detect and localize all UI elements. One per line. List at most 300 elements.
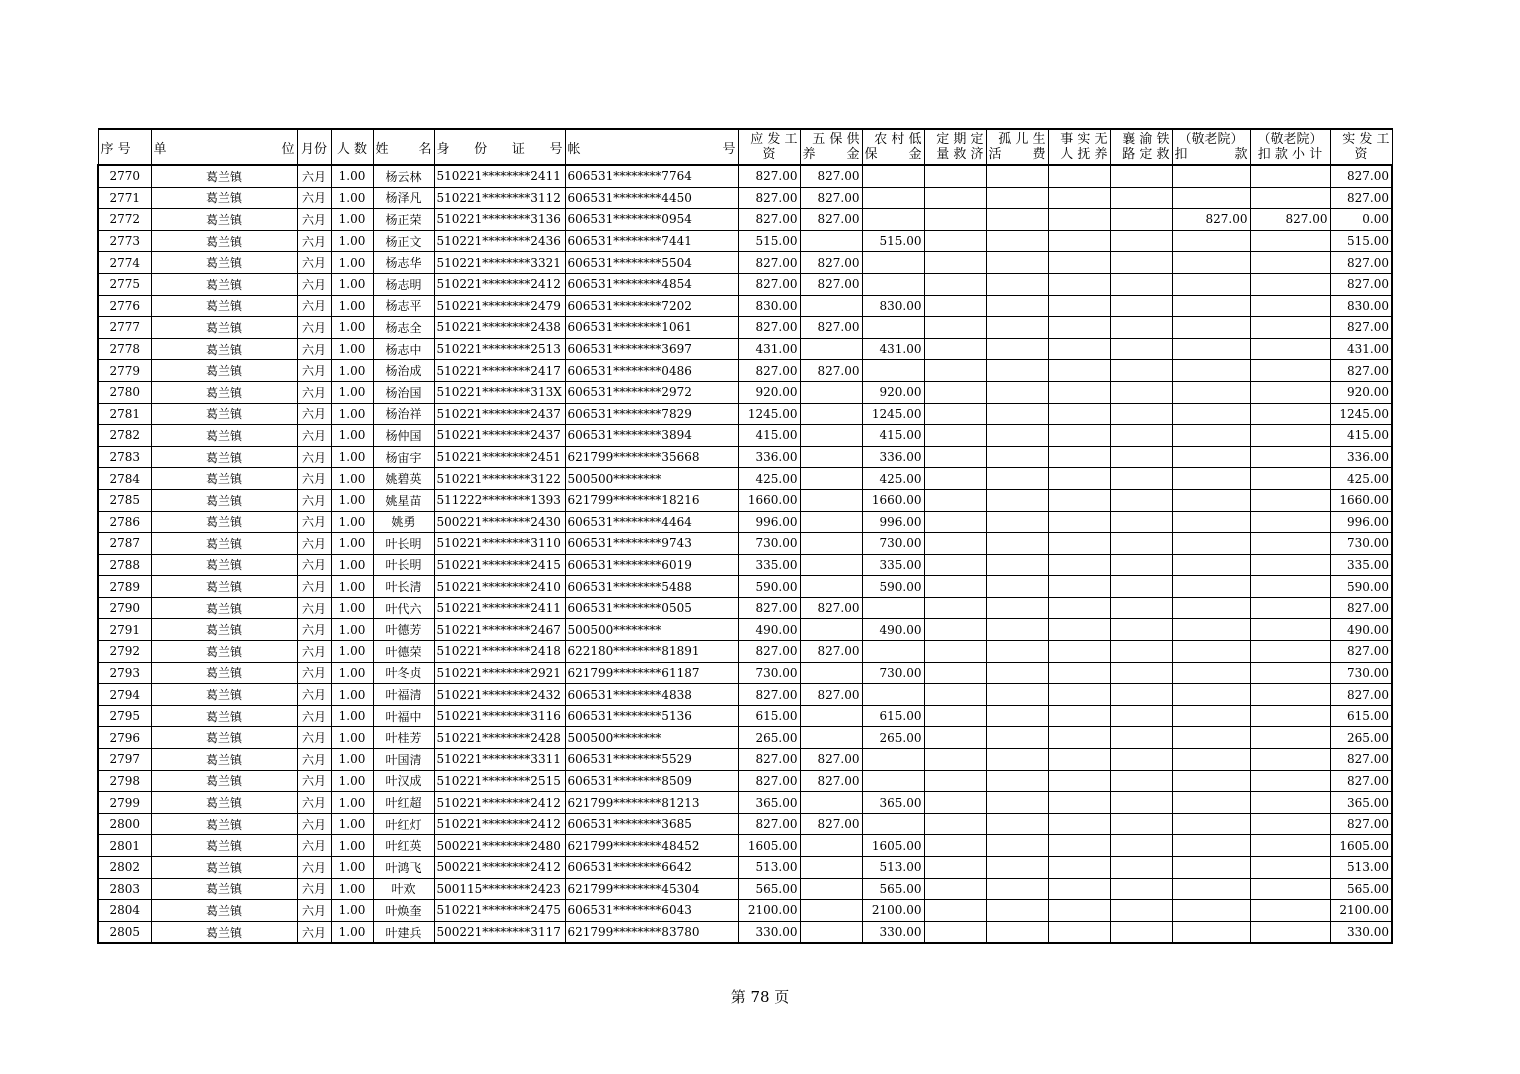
cell-xiangyu: [1110, 813, 1172, 835]
cell-xiangyu: [1110, 338, 1172, 360]
table-row: [98, 705, 1392, 727]
cell-dingqi: [924, 187, 986, 209]
cell-guer: [986, 360, 1048, 382]
cell-account: 500500********: [565, 619, 738, 641]
cell-count: 1.00: [331, 619, 373, 641]
cell-wubao: 827.00: [800, 165, 862, 187]
cell-net-pay: 827.00: [1330, 317, 1392, 339]
cell-wubao: [800, 295, 862, 317]
cell-wubao: [800, 381, 862, 403]
cell-seq: 2782: [98, 425, 151, 447]
cell-wubao: [800, 230, 862, 252]
cell-month: 六月: [297, 468, 331, 490]
cell-dingqi: [924, 360, 986, 382]
cell-wubao: [800, 857, 862, 879]
cell-dingqi: [924, 511, 986, 533]
cell-shishi: [1048, 338, 1110, 360]
cell-jly-deduct: [1172, 511, 1250, 533]
cell-guer: [986, 403, 1048, 425]
cell-shishi: [1048, 597, 1110, 619]
cell-count: 1.00: [331, 360, 373, 382]
cell-dingqi: [924, 835, 986, 857]
cell-guer: [986, 511, 1048, 533]
cell-seq: 2788: [98, 554, 151, 576]
cell-guer: [986, 165, 1048, 187]
cell-account: 622180********81891: [565, 641, 738, 663]
cell-seq: 2779: [98, 360, 151, 382]
cell-unit: 葛兰镇: [151, 381, 297, 403]
cell-count: 1.00: [331, 878, 373, 900]
cell-gross-pay: 827.00: [738, 273, 800, 295]
cell-guer: [986, 576, 1048, 598]
table-row: [98, 597, 1392, 619]
cell-month: 六月: [297, 295, 331, 317]
cell-net-pay: 827.00: [1330, 273, 1392, 295]
cell-shishi: [1048, 489, 1110, 511]
cell-guer: [986, 641, 1048, 663]
cell-jly-deduct: [1172, 727, 1250, 749]
cell-month: 六月: [297, 381, 331, 403]
cell-gross-pay: 827.00: [738, 360, 800, 382]
cell-xiangyu: [1110, 381, 1172, 403]
cell-net-pay: 265.00: [1330, 727, 1392, 749]
cell-month: 六月: [297, 165, 331, 187]
cell-dibao: 265.00: [862, 727, 924, 749]
cell-wubao: 827.00: [800, 317, 862, 339]
cell-dibao: 336.00: [862, 446, 924, 468]
cell-id-number: 510221********3116: [434, 705, 565, 727]
cell-guer: [986, 770, 1048, 792]
cell-wubao: [800, 921, 862, 943]
cell-id-number: 510221********2412: [434, 273, 565, 295]
cell-gross-pay: 513.00: [738, 857, 800, 879]
cell-guer: [986, 705, 1048, 727]
cell-net-pay: 830.00: [1330, 295, 1392, 317]
cell-unit: 葛兰镇: [151, 684, 297, 706]
cell-guer: [986, 230, 1048, 252]
cell-month: 六月: [297, 230, 331, 252]
cell-shishi: [1048, 403, 1110, 425]
cell-wubao: 827.00: [800, 209, 862, 231]
cell-id-number: 510221********2428: [434, 727, 565, 749]
cell-gross-pay: 615.00: [738, 705, 800, 727]
cell-jly-deduct: [1172, 381, 1250, 403]
header-dingqi: 定 期 定 量 救 济: [924, 129, 986, 165]
cell-account: 606531********7829: [565, 403, 738, 425]
cell-dingqi: [924, 554, 986, 576]
cell-dibao: 1660.00: [862, 489, 924, 511]
cell-unit: 葛兰镇: [151, 295, 297, 317]
cell-account: 621799********18216: [565, 489, 738, 511]
cell-net-pay: 415.00: [1330, 425, 1392, 447]
cell-count: 1.00: [331, 489, 373, 511]
cell-id-number: 510221********2438: [434, 317, 565, 339]
cell-shishi: [1048, 317, 1110, 339]
cell-shishi: [1048, 813, 1110, 835]
cell-seq: 2794: [98, 684, 151, 706]
cell-count: 1.00: [331, 230, 373, 252]
cell-id-number: 510221********2436: [434, 230, 565, 252]
cell-shishi: [1048, 295, 1110, 317]
cell-shishi: [1048, 641, 1110, 663]
cell-dibao: 335.00: [862, 554, 924, 576]
cell-id-number: 510221********2412: [434, 813, 565, 835]
table-row: [98, 835, 1392, 857]
cell-net-pay: 730.00: [1330, 533, 1392, 555]
cell-seq: 2784: [98, 468, 151, 490]
cell-shishi: [1048, 187, 1110, 209]
table-row: [98, 252, 1392, 274]
cell-jly-deduct: [1172, 338, 1250, 360]
cell-jly-deduct: [1172, 187, 1250, 209]
cell-guer: [986, 533, 1048, 555]
cell-dibao: [862, 597, 924, 619]
table-row: [98, 381, 1392, 403]
cell-seq: 2800: [98, 813, 151, 835]
cell-shishi: [1048, 360, 1110, 382]
table-row: [98, 209, 1392, 231]
cell-count: 1.00: [331, 273, 373, 295]
cell-wubao: 827.00: [800, 252, 862, 274]
cell-name: 杨志平: [373, 295, 434, 317]
cell-unit: 葛兰镇: [151, 662, 297, 684]
cell-net-pay: 490.00: [1330, 619, 1392, 641]
cell-jly-deduct: [1172, 489, 1250, 511]
cell-seq: 2799: [98, 792, 151, 814]
cell-jly-deduct-subtotal: [1250, 835, 1330, 857]
cell-account: 606531********5136: [565, 705, 738, 727]
cell-jly-deduct-subtotal: [1250, 533, 1330, 555]
cell-count: 1.00: [331, 857, 373, 879]
table-row: [98, 792, 1392, 814]
cell-shishi: [1048, 446, 1110, 468]
cell-jly-deduct-subtotal: [1250, 230, 1330, 252]
cell-gross-pay: 730.00: [738, 533, 800, 555]
cell-wubao: 827.00: [800, 813, 862, 835]
cell-name: 叶鸿飞: [373, 857, 434, 879]
cell-count: 1.00: [331, 813, 373, 835]
cell-guer: [986, 317, 1048, 339]
cell-net-pay: 827.00: [1330, 165, 1392, 187]
cell-dingqi: [924, 684, 986, 706]
cell-seq: 2801: [98, 835, 151, 857]
cell-month: 六月: [297, 662, 331, 684]
cell-unit: 葛兰镇: [151, 317, 297, 339]
cell-xiangyu: [1110, 770, 1172, 792]
cell-jly-deduct-subtotal: [1250, 705, 1330, 727]
cell-net-pay: 2100.00: [1330, 900, 1392, 922]
cell-guer: [986, 619, 1048, 641]
cell-gross-pay: 415.00: [738, 425, 800, 447]
cell-name: 杨志明: [373, 273, 434, 295]
cell-dibao: [862, 187, 924, 209]
table-row: [98, 921, 1392, 943]
cell-shishi: [1048, 165, 1110, 187]
header-jly-deduct-subtotal: （敬老院） 扣 款 小 计: [1250, 129, 1330, 165]
cell-count: 1.00: [331, 921, 373, 943]
cell-xiangyu: [1110, 554, 1172, 576]
cell-name: 杨仲国: [373, 425, 434, 447]
cell-id-number: 510221********2411: [434, 597, 565, 619]
cell-jly-deduct: [1172, 165, 1250, 187]
cell-name: 叶国清: [373, 749, 434, 771]
cell-dibao: 730.00: [862, 533, 924, 555]
cell-jly-deduct: [1172, 619, 1250, 641]
cell-shishi: [1048, 835, 1110, 857]
cell-account: 621799********48452: [565, 835, 738, 857]
cell-jly-deduct-subtotal: [1250, 792, 1330, 814]
cell-xiangyu: [1110, 252, 1172, 274]
cell-month: 六月: [297, 705, 331, 727]
cell-jly-deduct: [1172, 792, 1250, 814]
cell-count: 1.00: [331, 900, 373, 922]
cell-jly-deduct-subtotal: [1250, 770, 1330, 792]
cell-id-number: 510221********2417: [434, 360, 565, 382]
cell-xiangyu: [1110, 857, 1172, 879]
cell-gross-pay: 827.00: [738, 597, 800, 619]
cell-net-pay: 431.00: [1330, 338, 1392, 360]
cell-unit: 葛兰镇: [151, 597, 297, 619]
cell-name: 叶德荣: [373, 641, 434, 663]
cell-jly-deduct: [1172, 684, 1250, 706]
cell-gross-pay: 830.00: [738, 295, 800, 317]
cell-net-pay: 827.00: [1330, 813, 1392, 835]
cell-id-number: 510221********2412: [434, 792, 565, 814]
cell-seq: 2796: [98, 727, 151, 749]
cell-dingqi: [924, 705, 986, 727]
cell-id-number: 510221********2437: [434, 425, 565, 447]
table-row: [98, 576, 1392, 598]
header-jly-deduct: （敬老院） 扣 款: [1172, 129, 1250, 165]
cell-dibao: [862, 360, 924, 382]
cell-name: 杨治祥: [373, 403, 434, 425]
cell-month: 六月: [297, 727, 331, 749]
cell-count: 1.00: [331, 338, 373, 360]
cell-jly-deduct-subtotal: [1250, 295, 1330, 317]
cell-xiangyu: [1110, 533, 1172, 555]
cell-gross-pay: 365.00: [738, 792, 800, 814]
cell-name: 叶长明: [373, 533, 434, 555]
cell-shishi: [1048, 252, 1110, 274]
cell-dibao: 490.00: [862, 619, 924, 641]
cell-wubao: [800, 727, 862, 749]
cell-xiangyu: [1110, 835, 1172, 857]
cell-name: 叶红英: [373, 835, 434, 857]
cell-month: 六月: [297, 511, 331, 533]
cell-unit: 葛兰镇: [151, 209, 297, 231]
cell-unit: 葛兰镇: [151, 576, 297, 598]
cell-jly-deduct-subtotal: [1250, 273, 1330, 295]
cell-month: 六月: [297, 619, 331, 641]
cell-seq: 2795: [98, 705, 151, 727]
cell-xiangyu: [1110, 878, 1172, 900]
cell-gross-pay: 265.00: [738, 727, 800, 749]
header-wubao: 五 保 供 养 金: [800, 129, 862, 165]
cell-seq: 2772: [98, 209, 151, 231]
cell-wubao: [800, 403, 862, 425]
cell-unit: 葛兰镇: [151, 921, 297, 943]
cell-gross-pay: 590.00: [738, 576, 800, 598]
cell-jly-deduct-subtotal: [1250, 511, 1330, 533]
cell-net-pay: 730.00: [1330, 662, 1392, 684]
cell-dingqi: [924, 425, 986, 447]
cell-count: 1.00: [331, 597, 373, 619]
cell-dingqi: [924, 770, 986, 792]
cell-month: 六月: [297, 878, 331, 900]
cell-guer: [986, 209, 1048, 231]
cell-account: 606531********7764: [565, 165, 738, 187]
cell-seq: 2790: [98, 597, 151, 619]
cell-guer: [986, 813, 1048, 835]
cell-month: 六月: [297, 425, 331, 447]
cell-gross-pay: 827.00: [738, 317, 800, 339]
cell-shishi: [1048, 468, 1110, 490]
cell-jly-deduct: [1172, 554, 1250, 576]
cell-count: 1.00: [331, 641, 373, 663]
cell-xiangyu: [1110, 792, 1172, 814]
cell-jly-deduct: [1172, 468, 1250, 490]
cell-wubao: [800, 576, 862, 598]
cell-guer: [986, 338, 1048, 360]
cell-dingqi: [924, 403, 986, 425]
cell-account: 621799********45304: [565, 878, 738, 900]
cell-net-pay: 590.00: [1330, 576, 1392, 598]
cell-net-pay: 335.00: [1330, 554, 1392, 576]
cell-dibao: 513.00: [862, 857, 924, 879]
cell-guer: [986, 425, 1048, 447]
cell-id-number: 510221********2515: [434, 770, 565, 792]
cell-name: 姚勇: [373, 511, 434, 533]
cell-net-pay: 827.00: [1330, 770, 1392, 792]
cell-jly-deduct-subtotal: [1250, 727, 1330, 749]
cell-name: 叶福清: [373, 684, 434, 706]
cell-dibao: 996.00: [862, 511, 924, 533]
cell-gross-pay: 827.00: [738, 209, 800, 231]
header-xiangyu: 襄 渝 铁 路 定 救: [1110, 129, 1172, 165]
cell-month: 六月: [297, 554, 331, 576]
cell-count: 1.00: [331, 662, 373, 684]
header-account: 帐 号: [565, 129, 738, 165]
cell-wubao: [800, 533, 862, 555]
table-row: [98, 749, 1392, 771]
cell-count: 1.00: [331, 554, 373, 576]
cell-count: 1.00: [331, 425, 373, 447]
cell-account: 621799********61187: [565, 662, 738, 684]
cell-unit: 葛兰镇: [151, 878, 297, 900]
cell-count: 1.00: [331, 295, 373, 317]
cell-id-number: 500221********2480: [434, 835, 565, 857]
cell-wubao: [800, 446, 862, 468]
cell-xiangyu: [1110, 900, 1172, 922]
cell-dibao: 365.00: [862, 792, 924, 814]
cell-seq: 2793: [98, 662, 151, 684]
cell-month: 六月: [297, 792, 331, 814]
table-row: [98, 727, 1392, 749]
cell-wubao: 827.00: [800, 684, 862, 706]
cell-xiangyu: [1110, 619, 1172, 641]
cell-dingqi: [924, 641, 986, 663]
cell-net-pay: 425.00: [1330, 468, 1392, 490]
cell-jly-deduct: [1172, 813, 1250, 835]
cell-jly-deduct-subtotal: [1250, 403, 1330, 425]
cell-dibao: [862, 165, 924, 187]
cell-gross-pay: 827.00: [738, 770, 800, 792]
cell-dingqi: [924, 576, 986, 598]
cell-shishi: [1048, 749, 1110, 771]
cell-jly-deduct: [1172, 252, 1250, 274]
cell-month: 六月: [297, 576, 331, 598]
cell-seq: 2785: [98, 489, 151, 511]
cell-jly-deduct: [1172, 921, 1250, 943]
cell-count: 1.00: [331, 165, 373, 187]
cell-seq: 2787: [98, 533, 151, 555]
cell-guer: [986, 684, 1048, 706]
cell-unit: 葛兰镇: [151, 813, 297, 835]
cell-dibao: 1245.00: [862, 403, 924, 425]
header-unit: 单 位: [151, 129, 297, 165]
cell-unit: 葛兰镇: [151, 489, 297, 511]
cell-guer: [986, 446, 1048, 468]
cell-shishi: [1048, 684, 1110, 706]
cell-dingqi: [924, 619, 986, 641]
cell-guer: [986, 295, 1048, 317]
cell-account: 606531********4464: [565, 511, 738, 533]
cell-name: 叶红灯: [373, 813, 434, 835]
table-row: [98, 662, 1392, 684]
cell-account: 621799********35668: [565, 446, 738, 468]
cell-jly-deduct-subtotal: [1250, 921, 1330, 943]
cell-count: 1.00: [331, 381, 373, 403]
cell-dibao: [862, 749, 924, 771]
cell-shishi: [1048, 554, 1110, 576]
cell-wubao: [800, 900, 862, 922]
cell-dingqi: [924, 165, 986, 187]
cell-xiangyu: [1110, 705, 1172, 727]
cell-account: 606531********6043: [565, 900, 738, 922]
cell-name: 姚星苗: [373, 489, 434, 511]
cell-seq: 2805: [98, 921, 151, 943]
cell-wubao: [800, 619, 862, 641]
cell-seq: 2803: [98, 878, 151, 900]
cell-dibao: 730.00: [862, 662, 924, 684]
cell-id-number: 510221********2415: [434, 554, 565, 576]
cell-wubao: 827.00: [800, 273, 862, 295]
cell-id-number: 511222********1393: [434, 489, 565, 511]
cell-net-pay: 827.00: [1330, 641, 1392, 663]
table-row: [98, 295, 1392, 317]
cell-jly-deduct: [1172, 425, 1250, 447]
cell-account: 606531********5504: [565, 252, 738, 274]
cell-xiangyu: [1110, 489, 1172, 511]
cell-unit: 葛兰镇: [151, 857, 297, 879]
cell-dingqi: [924, 338, 986, 360]
cell-net-pay: 336.00: [1330, 446, 1392, 468]
cell-gross-pay: 996.00: [738, 511, 800, 533]
cell-net-pay: 827.00: [1330, 360, 1392, 382]
cell-dingqi: [924, 921, 986, 943]
cell-gross-pay: 827.00: [738, 165, 800, 187]
cell-gross-pay: 827.00: [738, 641, 800, 663]
cell-id-number: 510221********2921: [434, 662, 565, 684]
cell-jly-deduct-subtotal: [1250, 446, 1330, 468]
cell-shishi: [1048, 425, 1110, 447]
cell-dingqi: [924, 878, 986, 900]
cell-dingqi: [924, 381, 986, 403]
cell-wubao: 827.00: [800, 360, 862, 382]
cell-guer: [986, 273, 1048, 295]
cell-jly-deduct-subtotal: [1250, 813, 1330, 835]
header-gross-pay: 应 发 工 资: [738, 129, 800, 165]
